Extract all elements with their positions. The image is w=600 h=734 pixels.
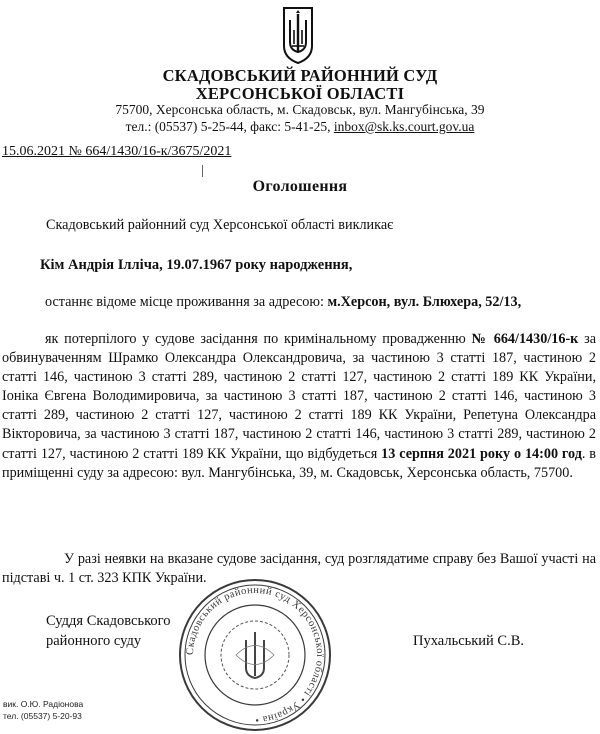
summons-paragraph	[2, 330, 596, 483]
hearing-date-time: 13 серпня 2021 року о 14:00 год	[381, 445, 582, 462]
residence-address: м.Херсон, вул. Блюхера, 52/13,	[327, 294, 522, 310]
summons-part2: за обвинуваченням Шрамко Олександра Олександровича, за частиною 3 статті 187, частиною 2 статті 146, частиною 3 статті 289, частиною 2 статті 127, частиною 2 статті 189 КК України, Іоніка Євгена Володимировича, за частиною 3 статті 187, частиною 2 статті 146, частиною 3 статті 289, частиною 2 статті 127, частиною 2 статті 189 КК України, Репетуна Олександра Вікторовича, за частиною 3 статті 187, частиною 2 статті 146, частиною 3 статті 289, частиною 2 статті 127, частиною 2 статті 189 КК України, що відбудеться	[2, 331, 597, 462]
pen-mark	[202, 165, 203, 177]
case-number: № 664/1430/16-к	[471, 331, 579, 347]
summons-part1: як потерпілого у судове засідання по кримінальному провадженню	[45, 331, 466, 347]
intro-text: Скадовський районний суд Херсонської області викликає	[46, 217, 394, 233]
judge-title-line2: районного суду	[46, 633, 142, 649]
document-title: Оголошення	[252, 178, 348, 195]
person-name: Кім Андрія Ілліча, 19.07.1967 року народження,	[40, 257, 353, 273]
residence-label: останнє відоме місце проживання за адресою:	[45, 294, 324, 310]
residence-paragraph	[2, 293, 596, 312]
trident-coat-of-arms-icon	[281, 6, 315, 64]
court-address: 75700, Херсонська область, м. Скадовськ, вул. Мангубінська, 39	[115, 102, 485, 117]
judge-name: Пухальський С.В.	[413, 633, 525, 649]
court-name-line2: ХЕРСОНСЬКОЇ ОБЛАСТІ	[195, 84, 405, 103]
court-name-line1: СКАДОВСЬКИЙ РАЙОННИЙ СУД	[162, 66, 438, 85]
judge-title-line1: Суддя Скадовського	[46, 613, 171, 629]
court-email-link[interactable]: inbox@sk.ks.court.gov.ua	[333, 119, 475, 134]
outgoing-number: 15.06.2021 № 664/1430/16-к/3675/2021	[2, 144, 232, 159]
executor-name: вик. О.Ю. Радіонова	[3, 699, 84, 709]
court-seal-stamp	[176, 576, 334, 734]
court-phone-fax: тел.: (05537) 5-25-44, факс: 5-41-25,	[125, 119, 331, 134]
warning-paragraph: У разі неявки на вказане судове засідання, суд розглядатиме справу без Вашої участі на підставі ч. 1 ст. 323 КПК України.	[2, 551, 596, 587]
summons-part3: . в приміщенні суду за адресою: вул. Мангубінська, 39, м. Скадовськ, Херсонська область, 75700.	[2, 445, 597, 481]
seal-ring-textpath: Скадовський районний суд Херсонської області • Україна •	[184, 584, 326, 726]
executor-phone: тел. (05537) 5-20-93	[3, 711, 82, 721]
court-contacts	[0, 119, 600, 135]
